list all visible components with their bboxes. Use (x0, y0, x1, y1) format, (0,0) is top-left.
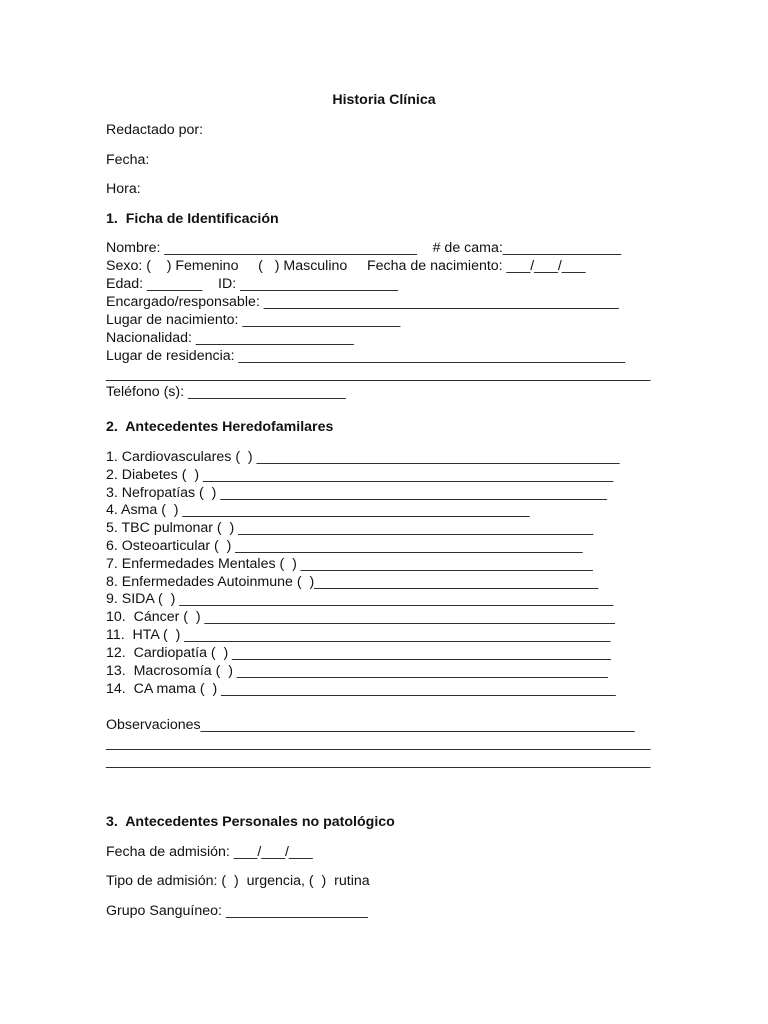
grupo-sanguineo-field: Grupo Sanguíneo: __________________ (106, 903, 368, 919)
list-item: 6. Osteoarticular ( ) ____________________________________________ (106, 538, 583, 554)
list-item: 7. Enfermedades Mentales ( ) _____________________________________ (106, 556, 593, 572)
redactado-field: Redactado por: (106, 122, 204, 138)
section-2-heading: 2. Antecedentes Heredofamilares (106, 419, 334, 435)
list-item: 13. Macrosomía ( ) _______________________________________________ (106, 663, 608, 679)
list-item: 2. Diabetes ( ) ____________________________________________________ (106, 467, 614, 483)
nacionalidad-field: Nacionalidad: ____________________ (106, 330, 354, 346)
observaciones-line: _____________________________________________________________________ (106, 753, 651, 769)
section-1-heading: 1. Ficha de Identificación (106, 211, 279, 227)
lugar-residencia-field: Lugar de residencia: _________________________________________________ (106, 348, 626, 364)
nombre-field: Nombre: ________________________________ # de cama:_______________ (106, 240, 622, 256)
list-item: 4. Asma ( ) ____________________________________________ (106, 502, 530, 518)
lugar-nacimiento-field: Lugar de nacimiento: ____________________ (106, 312, 401, 328)
observaciones-field: Observaciones_______________________________________________________ (106, 717, 635, 733)
list-item: 12. Cardiopatía ( ) ________________________________________________ (106, 645, 611, 661)
list-item: 14. CA mama ( ) __________________________________________________ (106, 681, 616, 697)
list-item: 11. HTA ( ) ______________________________________________________ (106, 627, 611, 643)
list-item: 10. Cáncer ( ) ____________________________________________________ (106, 609, 615, 625)
sexo-field: Sexo: ( ) Femenino ( ) Masculino Fecha de nacimiento: ___/___/___ (106, 258, 586, 274)
residencia-continuation-line: _____________________________________________________________________ (106, 366, 651, 382)
hora-field: Hora: (106, 181, 141, 197)
list-item: 5. TBC pulmonar ( ) _____________________________________________ (106, 520, 594, 536)
telefono-field: Teléfono (s): ____________________ (106, 384, 346, 400)
fecha-field: Fecha: (106, 152, 150, 168)
edad-field: Edad: _______ ID: ____________________ (106, 276, 398, 292)
list-item: 3. Nefropatías ( ) _________________________________________________ (106, 485, 607, 501)
list-item: 1. Cardiovasculares ( ) ______________________________________________ (106, 449, 620, 465)
observaciones-line: _____________________________________________________________________ (106, 735, 651, 751)
list-item: 9. SIDA ( ) _______________________________________________________ (106, 591, 614, 607)
list-item: 8. Enfermedades Autoinmune ( )____________________________________ (106, 574, 599, 590)
fecha-admision-field: Fecha de admisión: ___/___/___ (106, 844, 313, 860)
section-3-heading: 3. Antecedentes Personales no patológico (106, 814, 395, 830)
form-title: Historia Clínica (332, 92, 436, 108)
encargado-field: Encargado/responsable: _____________________________________________ (106, 294, 619, 310)
tipo-admision-field: Tipo de admisión: ( ) urgencia, ( ) rutina (106, 873, 370, 889)
